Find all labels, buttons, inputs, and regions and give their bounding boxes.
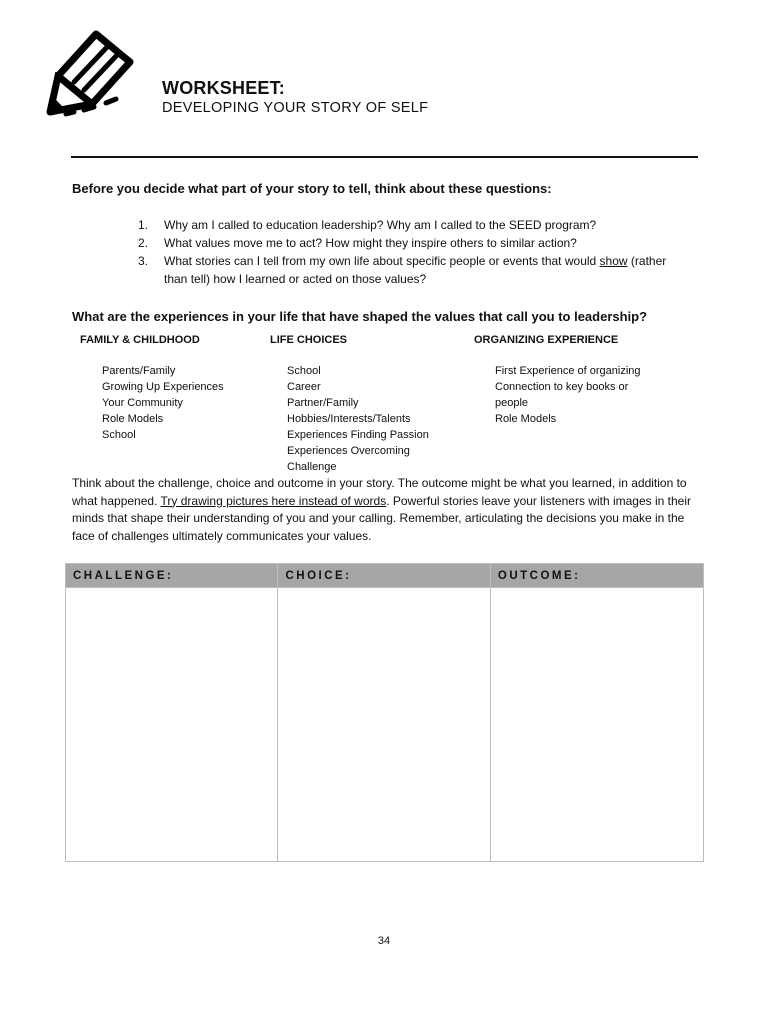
column-header-family: FAMILY & CHILDHOOD: [80, 334, 200, 346]
list-item: Role Models: [495, 413, 557, 425]
life-choices-list: [287, 363, 429, 475]
pencil-icon: [44, 28, 148, 120]
page-number: 34: [377, 935, 391, 947]
list-item: Partner/Family: [287, 397, 359, 409]
column-header-life-choices: LIFE CHOICES: [270, 334, 348, 346]
column-header-organizing: ORGANIZING EXPERIENCE: [474, 334, 619, 346]
guidance-paragraph: Think about the challenge, choice and outcome in your story. The outcome might be what you learned, in addition to what happened. Try drawing pictures here instead of words. Powerful stories leave your listeners with images in their minds that shape their understanding of you and your calling. Remember, articulating the decisions you make in the face of challenges ultimately communicates your values.: [72, 476, 691, 543]
worksheet-title: WORKSHEET:: [162, 78, 285, 98]
question-item: 1. Why am I called to education leadership? Why am I called to the SEED program?: [138, 218, 597, 232]
header-divider: [71, 156, 698, 158]
list-item: Challenge: [287, 461, 337, 473]
list-item: Career: [287, 381, 321, 393]
story-table: [65, 563, 704, 862]
choice-header: CHOICE:: [278, 564, 490, 588]
emphasis-show: show: [599, 254, 628, 268]
list-item: Connection to key books or: [495, 381, 629, 393]
challenge-cell[interactable]: [66, 588, 278, 862]
intro-prompt: Before you decide what part of your story to tell, think about these questions:: [72, 181, 552, 196]
list-item: Role Models: [102, 413, 164, 425]
question-list: [138, 216, 678, 288]
list-item: School: [287, 365, 321, 377]
question-item: 2. What values move me to act? How might they inspire others to similar action?: [138, 236, 577, 250]
worksheet-subtitle: DEVELOPING YOUR STORY OF SELF: [162, 100, 429, 116]
outcome-header: OUTCOME:: [490, 564, 703, 588]
list-item: Your Community: [102, 397, 183, 409]
list-item: Growing Up Experiences: [102, 381, 224, 393]
choice-cell[interactable]: [278, 588, 490, 862]
challenge-header: CHALLENGE:: [66, 564, 278, 588]
list-item: Hobbies/Interests/Talents: [287, 413, 411, 425]
question-item: 3. What stories can I tell from my own life about specific people or events that would show (rather than tell) how I learned or acted on those values?: [138, 254, 667, 286]
list-item: First Experience of organizing: [495, 365, 641, 377]
experiences-heading: What are the experiences in your life that have shaped the values that call you to leadership?: [72, 309, 648, 324]
list-item: Experiences Finding Passion: [287, 429, 429, 441]
list-item: Parents/Family: [102, 365, 176, 377]
list-item: people: [495, 397, 529, 409]
drawing-tip: Try drawing pictures here instead of words: [160, 493, 387, 508]
family-list: [102, 363, 224, 443]
outcome-cell[interactable]: [490, 588, 703, 862]
list-item: School: [102, 429, 136, 441]
organizing-list: [495, 363, 641, 427]
list-item: Experiences Overcoming: [287, 445, 410, 457]
